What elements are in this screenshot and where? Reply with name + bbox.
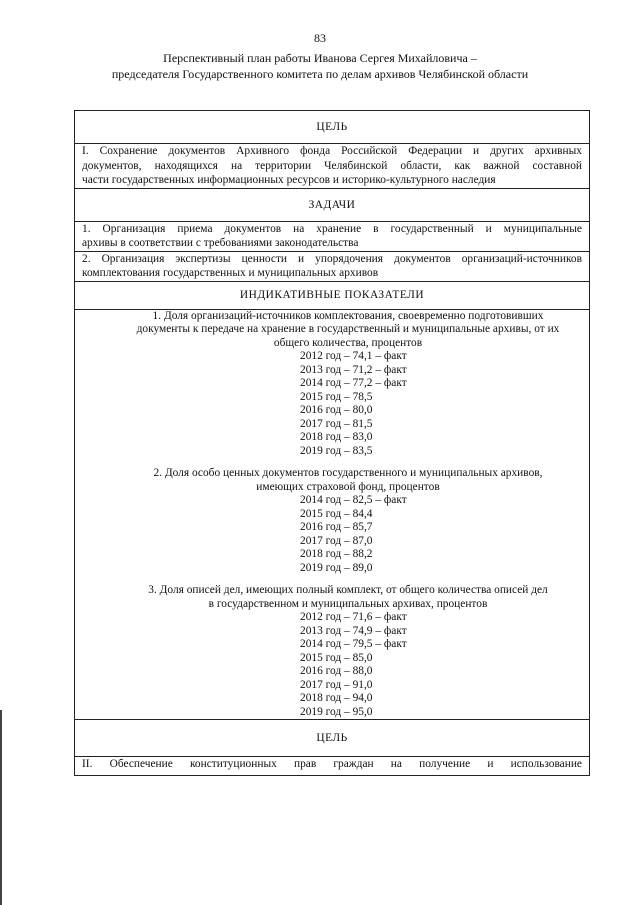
indicator-value: 2012 год – 74,1 – факт	[300, 350, 407, 362]
indicator-value: 2013 год – 74,9 – факт	[300, 624, 407, 637]
indicator-value: 2014 год – 77,2 – факт	[300, 377, 407, 389]
title-line-2: председателя Государственного комитета по делам архивов Челябинской области	[111, 67, 529, 81]
indicator-value: 2012 год – 71,6 – факт	[300, 611, 407, 623]
indicator-title-line: документы к передаче на хранение в государственный и муниципальные архивы, от их	[136, 323, 560, 335]
title-line-1: Перспективный план работы Иванова Сергея Михайловича –	[163, 51, 477, 65]
indicator-value: 2018 год – 88,2	[300, 548, 373, 560]
indicator-value: 2018 год – 83,0	[300, 431, 373, 443]
indicator-value: 2014 год – 82,5 – факт	[300, 494, 407, 506]
plan-table	[74, 110, 590, 776]
indicator-3	[82, 584, 582, 719]
indicator-value: 2019 год – 89,0	[300, 561, 373, 574]
indicator-title-line: 2. Доля особо ценных документов государственного и муниципальных архивов,	[153, 467, 543, 479]
goal-2-text	[75, 757, 590, 776]
goal-1-line: I. Сохранение документов Архивного фонда Российской Федерации и других архивных	[82, 145, 582, 157]
tasks-header: ЗАДАЧИ	[75, 188, 590, 221]
indicator-value: 2017 год – 81,5	[300, 417, 373, 430]
goal-1-text	[75, 144, 590, 189]
indicator-value: 2015 год – 85,0	[300, 651, 373, 664]
goal-2-line: II. Обеспечение конституционных прав граждан на получение и использование	[82, 758, 582, 770]
indicator-title-line: 1. Доля организаций-источников комплектования, своевременно подготовивших	[152, 309, 544, 322]
indicator-value: 2017 год – 91,0	[300, 678, 373, 691]
page-number: 83	[314, 31, 326, 45]
goal-1-line: документов, находящихся на территории Челябинской области, как важной составной	[82, 159, 582, 172]
goal-1-line: части государственных информационных ресурсов и историко-культурного наследия	[82, 174, 496, 186]
indicator-value: 2016 год – 80,0	[300, 404, 373, 416]
task-1-text	[75, 221, 590, 251]
task-1-line: архивы в соответствии с требованиями законодательства	[82, 237, 359, 249]
indicator-title-line: общего количества, процентов	[273, 336, 423, 349]
indicator-value: 2019 год – 95,0	[300, 705, 373, 718]
task-2-line: комплектования государственных и муниципальных архивов	[82, 267, 379, 279]
indicator-value: 2015 год – 78,5	[300, 390, 373, 403]
task-2-line: 2. Организация экспертизы ценности и упорядочения документов организаций-источников	[82, 252, 582, 265]
indicator-value: 2019 год – 83,5	[300, 444, 373, 457]
indicator-1	[82, 310, 582, 459]
indicator-2	[82, 467, 582, 575]
task-1-line: 1. Организация приема документов на хранение в государственный и муниципальные	[82, 222, 582, 235]
indicator-value: 2015 год – 84,4	[300, 507, 373, 520]
indicator-title-line: 3. Доля описей дел, имеющих полный комплект, от общего количества описей дел	[148, 584, 548, 596]
indicator-value: 2017 год – 87,0	[300, 534, 373, 547]
indicator-3-title	[114, 584, 582, 611]
indicator-1-values	[300, 350, 420, 458]
indicator-value: 2013 год – 71,2 – факт	[300, 363, 407, 376]
scan-edge-mark	[0, 710, 2, 905]
indicators-header: ИНДИКАТИВНЫЕ ПОКАЗАТЕЛИ	[75, 281, 590, 309]
indicator-2-title	[114, 467, 582, 494]
indicator-1-title	[114, 310, 582, 351]
indicator-value: 2016 год – 88,0	[300, 665, 373, 677]
indicator-title-line: в государственном и муниципальных архивах, процентов	[208, 597, 488, 610]
indicator-value: 2016 год – 85,7	[300, 521, 373, 533]
indicator-2-values	[300, 494, 420, 575]
task-2-text	[75, 251, 590, 281]
indicator-value: 2018 год – 94,0	[300, 692, 373, 704]
indicators-cell	[75, 309, 590, 720]
indicator-value: 2014 год – 79,5 – факт	[300, 638, 407, 650]
indicator-3-values	[300, 611, 420, 719]
goal-2-header: ЦЕЛЬ	[75, 720, 590, 757]
indicator-title-line: имеющих страховой фонд, процентов	[256, 480, 440, 493]
goal-header: ЦЕЛЬ	[75, 111, 590, 144]
document-title	[70, 50, 570, 82]
